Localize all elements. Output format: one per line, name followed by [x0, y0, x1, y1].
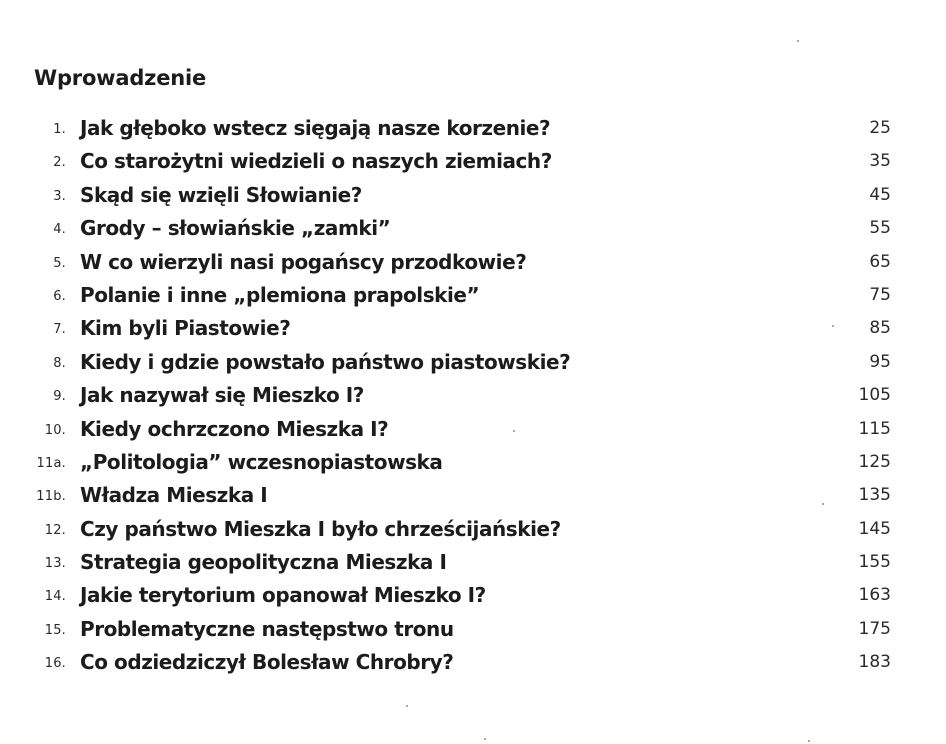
entry-number: 14.	[44, 589, 66, 605]
entry-title: Grody – słowiańskie „zamki”	[80, 216, 391, 241]
entry-title: Kiedy i gdzie powstało państwo piastowskie?	[80, 349, 571, 374]
entry-page-number: 55	[869, 218, 891, 239]
toc-entry	[0, 447, 946, 480]
table-of-contents	[0, 113, 946, 681]
scan-speck	[797, 40, 799, 42]
scan-speck	[484, 738, 486, 740]
toc-entry	[0, 213, 946, 246]
entry-number: 7.	[53, 322, 66, 338]
entry-title: Jak głęboko wstecz sięgają nasze korzenie?	[80, 116, 551, 140]
entry-number: 5.	[53, 255, 66, 271]
toc-entry	[0, 347, 946, 380]
entry-title: Polanie i inne „plemiona prapolskie”	[80, 282, 480, 307]
entry-page-number: 175	[858, 618, 891, 639]
entry-number: 13.	[44, 556, 66, 572]
toc-entry	[0, 247, 946, 280]
entry-title: Jakie terytorium opanował Mieszko I?	[80, 583, 486, 608]
entry-page-number: 163	[858, 585, 891, 606]
entry-number: 16.	[44, 656, 66, 672]
scan-speck	[513, 430, 515, 432]
scan-speck	[406, 705, 408, 707]
scan-speck	[822, 503, 824, 505]
entry-title: Jak nazywał się Mieszko I?	[80, 383, 364, 408]
entry-title: „Politologia” wczesnopiastowska	[80, 449, 443, 474]
entry-title: Strategia geopolityczna Mieszka I	[80, 550, 447, 575]
entry-title: Czy państwo Mieszka I było chrześcijańskie?	[80, 516, 561, 541]
entry-title: Kim byli Piastowie?	[80, 316, 291, 341]
entry-page-number: 95	[869, 351, 891, 372]
entry-number: 10.	[44, 422, 66, 438]
entry-number: 11b.	[36, 489, 66, 505]
toc-entry	[0, 414, 946, 447]
entry-page-number: 155	[858, 552, 891, 573]
toc-entry	[0, 146, 946, 179]
entry-number: 6.	[53, 288, 66, 304]
entry-page-number: 145	[858, 518, 891, 539]
entry-title: Co odziedziczył Bolesław Chrobry?	[80, 650, 454, 675]
entry-page-number: 105	[858, 385, 891, 406]
entry-number: 9.	[53, 389, 66, 405]
scan-speck	[832, 325, 834, 327]
toc-entry	[0, 180, 946, 213]
entry-number: 3.	[53, 188, 66, 204]
entry-number: 4.	[53, 222, 66, 238]
entry-title: W co wierzyli nasi pogańscy przodkowie?	[80, 249, 527, 274]
toc-entry	[0, 280, 946, 313]
entry-page-number: 183	[858, 652, 891, 673]
entry-title: Władza Mieszka I	[80, 483, 268, 508]
entry-number: 2.	[53, 155, 66, 171]
entry-page-number: 35	[869, 151, 891, 172]
entry-title: Kiedy ochrzczono Mieszka I?	[80, 416, 389, 441]
entry-number: 12.	[44, 522, 66, 538]
scan-speck	[808, 740, 810, 742]
entry-title: Skąd się wzięli Słowianie?	[80, 182, 362, 207]
entry-page-number: 125	[858, 451, 891, 472]
section-heading: Wprowadzenie	[34, 66, 207, 90]
entry-number: 1.	[53, 122, 66, 137]
toc-entry	[0, 380, 946, 413]
entry-page-number: 65	[869, 251, 891, 272]
toc-entry	[0, 547, 946, 580]
entry-page-number: 25	[869, 118, 891, 138]
entry-title: Co starożytni wiedzieli o naszych ziemiach?	[80, 149, 552, 174]
entry-title: Problematyczne następstwo tronu	[80, 616, 454, 641]
toc-entry	[0, 313, 946, 346]
entry-page-number: 135	[858, 485, 891, 506]
entry-number: 11a.	[36, 455, 66, 471]
entry-page-number: 115	[858, 418, 891, 439]
entry-page-number: 45	[869, 184, 891, 205]
entry-number: 15.	[44, 622, 66, 638]
entry-number: 8.	[53, 355, 66, 371]
entry-page-number: 75	[869, 284, 891, 305]
toc-entry	[0, 480, 946, 513]
entry-page-number: 85	[869, 318, 891, 339]
toc-entry	[0, 580, 946, 613]
toc-entry	[0, 647, 946, 680]
toc-entry	[0, 514, 946, 547]
toc-entry	[0, 113, 946, 146]
toc-entry	[0, 614, 946, 647]
